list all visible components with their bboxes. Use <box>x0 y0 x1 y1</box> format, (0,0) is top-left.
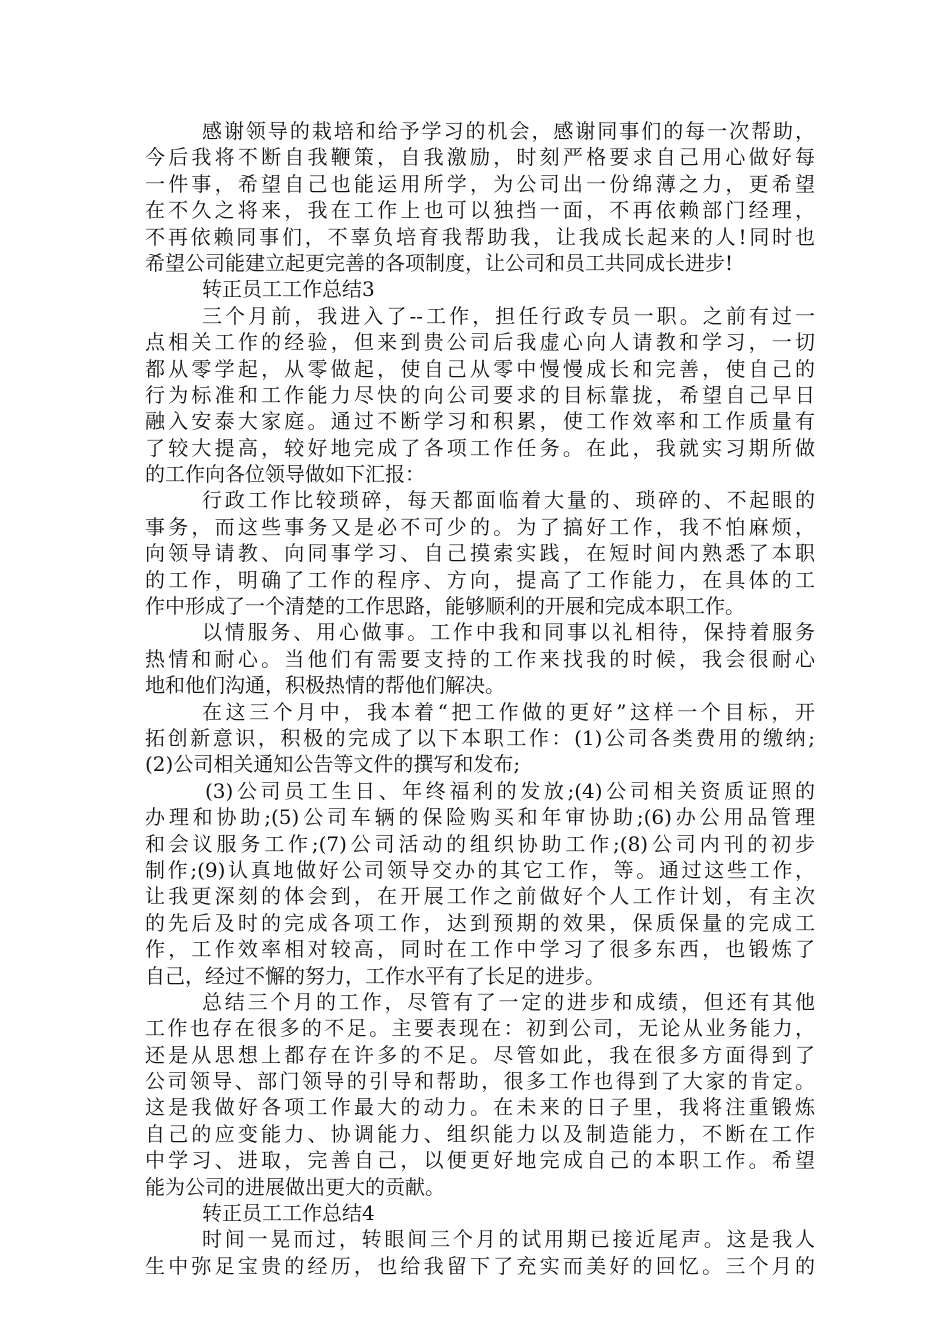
text-line: 让我更深刻的体会到，在开展工作之前做好个人工作计划，有主次 <box>145 884 815 909</box>
text-line: 事务，而这些事务又是必不可少的。为了搞好工作，我不怕麻烦， <box>145 514 815 539</box>
text-line: 点相关工作的经验，但来到贵公司后我虚心向人请教和学习，一切 <box>145 330 815 355</box>
text-line: 能为公司的进展做出更大的贡献。 <box>145 1174 445 1199</box>
text-line: 的工作，明确了工作的程序、方向，提高了工作能力，在具体的工 <box>145 567 815 592</box>
section-heading: 转正员工工作总结4 <box>202 1201 375 1226</box>
text-line: 还是从思想上都存在许多的不足。尽管如此，我在很多方面得到了 <box>145 1042 815 1067</box>
text-line: 行政工作比较琐碎，每天都面临着大量的、琐碎的、不起眼的 <box>202 488 815 513</box>
text-line: 和会议服务工作;(7)公司活动的组织协助工作;(8)公司内刊的初步 <box>145 831 815 856</box>
text-line: 制作;(9)认真地做好公司领导交办的其它工作，等。通过这些工作， <box>145 857 815 882</box>
text-line: 的工作向各位领导做如下汇报： <box>145 462 425 487</box>
text-line: 作中形成了一个清楚的工作思路，能够顺利的开展和完成本职工作。 <box>145 594 745 619</box>
text-line: (3)公司员工生日、年终福利的发放;(4)公司相关资质证照的 <box>205 778 815 803</box>
text-line: 生中弥足宝贵的经历，也给我留下了充实而美好的回忆。三个月的 <box>145 1253 815 1278</box>
text-line: 在不久之将来，我在工作上也可以独挡一面，不再依赖部门经理， <box>145 198 815 223</box>
text-line: 融入安泰大家庭。通过不断学习和积累，使工作效率和工作质量有 <box>145 409 815 434</box>
text-line: 都从零学起，从零做起，使自己从零中慢慢成长和完善，使自己的 <box>145 356 815 381</box>
document-page <box>145 118 815 1279</box>
text-line: 向领导请教、向同事学习、自己摸索实践，在短时间内熟悉了本职 <box>145 541 815 566</box>
text-line: 行为标准和工作能力尽快的向公司要求的目标靠拢，希望自己早日 <box>145 382 815 407</box>
text-line: 作，工作效率相对较高，同时在工作中学习了很多东西，也锻炼了 <box>145 937 815 962</box>
text-line: 了较大提高，较好地完成了各项工作任务。在此，我就实习期所做 <box>145 435 815 460</box>
text-line: 中学习、进取，完善自己，以便更好地完成自己的本职工作。希望 <box>145 1148 815 1173</box>
text-line: 希望公司能建立起更完善的各项制度，让公司和员工共同成长进步! <box>145 250 734 275</box>
text-line: 自己的应变能力、协调能力、组织能力以及制造能力，不断在工作 <box>145 1121 815 1146</box>
text-line: 公司领导、部门领导的引导和帮助，很多工作也得到了大家的肯定。 <box>145 1069 815 1094</box>
text-line: 自己，经过不懈的努力，工作水平有了长足的进步。 <box>145 963 605 988</box>
text-line: 这是我做好各项工作最大的动力。在未来的日子里，我将注重锻炼 <box>145 1095 815 1120</box>
text-line: 工作也存在很多的不足。主要表现在：初到公司，无论从业务能力， <box>145 1016 815 1041</box>
text-line: 在这三个月中，我本着“把工作做的更好”这样一个目标，开 <box>202 699 815 724</box>
text-line: 拓创新意识，积极的完成了以下本职工作：(1)公司各类费用的缴纳; <box>145 725 815 750</box>
text-line: 不再依赖同事们，不辜负培育我帮助我，让我成长起来的人!同时也 <box>145 224 815 249</box>
text-line: 感谢领导的栽培和给予学习的机会，感谢同事们的每一次帮助， <box>202 119 815 143</box>
text-line: 办理和协助;(5)公司车辆的保险购买和年审协助;(6)办公用品管理 <box>145 805 815 830</box>
text-line: 的先后及时的完成各项工作，达到预期的效果，保质保量的完成工 <box>145 910 815 935</box>
text-line: 以情服务、用心做事。工作中我和同事以礼相待，保持着服务 <box>202 620 815 645</box>
text-line: (2)公司相关通知公告等文件的撰写和发布; <box>145 752 521 777</box>
section-heading: 转正员工工作总结3 <box>202 277 375 302</box>
text-line: 今后我将不断自我鞭策，自我激励，时刻严格要求自己用心做好每 <box>145 145 815 170</box>
text-line: 一件事，希望自己也能运用所学，为公司出一份绵薄之力，更希望 <box>145 171 815 196</box>
text-line: 地和他们沟通，积极热情的帮他们解决。 <box>145 673 505 698</box>
text-line: 时间一晃而过，转眼间三个月的试用期已接近尾声。这是我人 <box>202 1227 815 1252</box>
text-line: 总结三个月的工作，尽管有了一定的进步和成绩，但还有其他 <box>202 989 815 1014</box>
text-line: 热情和耐心。当他们有需要支持的工作来找我的时候，我会很耐心 <box>145 646 815 671</box>
text-line: 三个月前，我进入了--工作，担任行政专员一职。之前有过一 <box>202 303 815 328</box>
